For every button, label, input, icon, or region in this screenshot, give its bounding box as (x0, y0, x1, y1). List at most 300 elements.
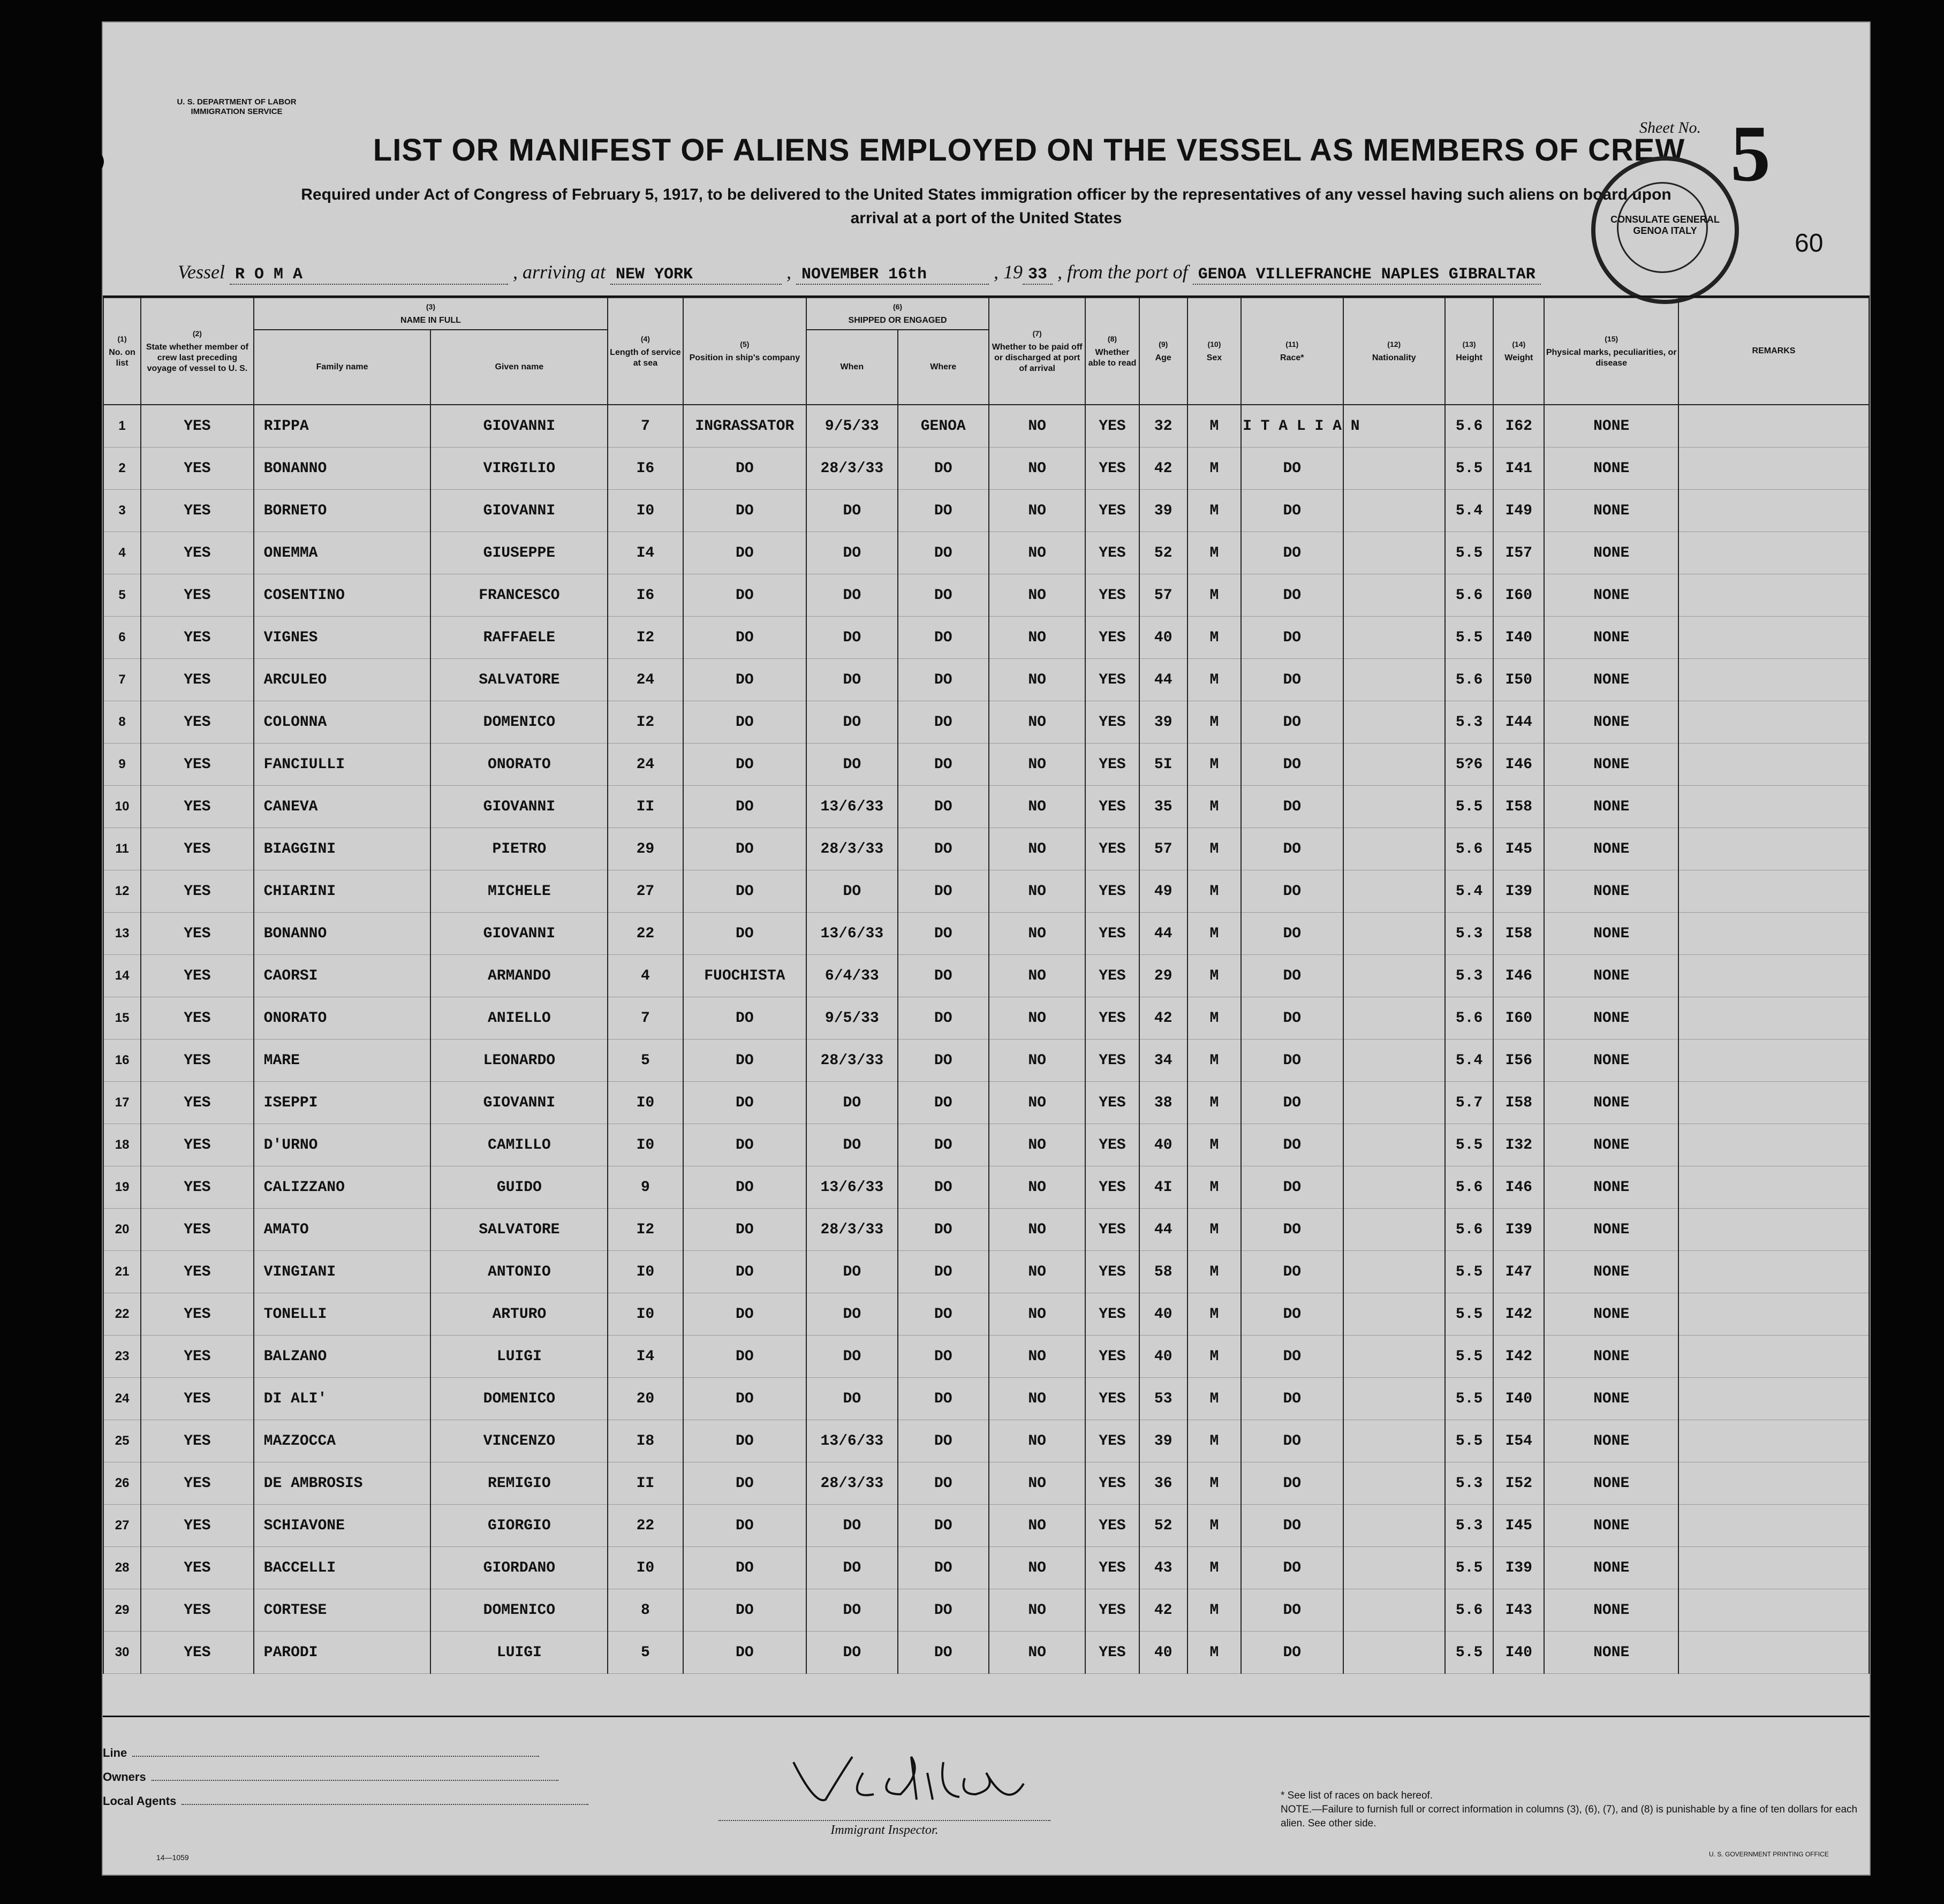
cell-no: 13 (103, 913, 141, 955)
cell-height: 5.3 (1445, 1505, 1493, 1547)
cell-nationality (1343, 1420, 1445, 1462)
cell-marks: NONE (1544, 1378, 1678, 1420)
cell-nationality (1343, 1082, 1445, 1124)
cell-nationality (1343, 1547, 1445, 1589)
cell-read: YES (1085, 1040, 1139, 1082)
cell-sex: M (1187, 447, 1241, 490)
cell-no: 21 (103, 1251, 141, 1293)
cell-given: GIORDANO (430, 1547, 608, 1589)
cell-voyage: YES (141, 1209, 254, 1251)
cell-race: DO (1241, 447, 1343, 490)
cell-position: DO (683, 1251, 807, 1293)
cell-no: 30 (103, 1632, 141, 1674)
cell-paidoff: NO (989, 1251, 1085, 1293)
binder-hole (64, 1606, 88, 1629)
cell-voyage: YES (141, 786, 254, 828)
footer-agents-field: Local Agents (103, 1794, 588, 1808)
cell-paidoff: NO (989, 1505, 1085, 1547)
cell-remarks (1678, 1547, 1869, 1589)
binder-hole (64, 1322, 88, 1346)
cell-race: DO (1241, 1293, 1343, 1336)
cell-family: ONORATO (254, 997, 431, 1040)
cell-family: MARE (254, 1040, 431, 1082)
cell-paidoff: NO (989, 1166, 1085, 1209)
cell-family: VINGIANI (254, 1251, 431, 1293)
cell-weight: I41 (1493, 447, 1544, 490)
table-row (103, 1251, 1869, 1293)
cell-age: 5I (1139, 744, 1187, 786)
cell-height: 5.6 (1445, 1166, 1493, 1209)
cell-marks: NONE (1544, 1209, 1678, 1251)
cell-sex: M (1187, 955, 1241, 997)
department-heading: U. S. DEPARTMENT OF LABOR IMMIGRATION SERVICE (177, 97, 297, 116)
cell-voyage: YES (141, 913, 254, 955)
cell-read: YES (1085, 1589, 1139, 1632)
cell-service: I2 (608, 701, 683, 744)
cell-family: DI ALI' (254, 1378, 431, 1420)
cell-service: I0 (608, 490, 683, 532)
col-3-header: (3) NAME IN FULL (254, 298, 608, 330)
cell-race: DO (1241, 1166, 1343, 1209)
cell-when: DO (806, 1293, 897, 1336)
cell-service: I0 (608, 1547, 683, 1589)
cell-no: 2 (103, 447, 141, 490)
cell-age: 34 (1139, 1040, 1187, 1082)
cell-age: 40 (1139, 617, 1187, 659)
cell-read: YES (1085, 1547, 1139, 1589)
cell-marks: NONE (1544, 1420, 1678, 1462)
cell-sex: M (1187, 532, 1241, 574)
table-row (103, 490, 1869, 532)
cell-where: DO (898, 913, 989, 955)
cell-paidoff: NO (989, 447, 1085, 490)
cell-given: SALVATORE (430, 659, 608, 701)
year-prefix: , 19 (994, 261, 1023, 283)
cell-read: YES (1085, 955, 1139, 997)
col-13-header: (13) Height (1445, 298, 1493, 405)
cell-when: DO (806, 1082, 897, 1124)
cell-nationality (1343, 1336, 1445, 1378)
cell-paidoff: NO (989, 997, 1085, 1040)
cell-weight: I52 (1493, 1462, 1544, 1505)
cell-sex: M (1187, 1462, 1241, 1505)
cell-nationality (1343, 744, 1445, 786)
cell-given: GIORGIO (430, 1505, 608, 1547)
cell-height: 5.3 (1445, 701, 1493, 744)
col-10-header: (10) Sex (1187, 298, 1241, 405)
cell-voyage: YES (141, 1462, 254, 1505)
table-row (103, 955, 1869, 997)
race-note: * See list of races on back hereof. (1281, 1790, 1433, 1801)
cell-weight: I60 (1493, 574, 1544, 617)
cell-nationality (1343, 997, 1445, 1040)
cell-no: 23 (103, 1336, 141, 1378)
cell-height: 5.3 (1445, 1462, 1493, 1505)
col-8-header: (8) Whether able to read (1085, 298, 1139, 405)
cell-marks: NONE (1544, 1547, 1678, 1589)
binder-hole (64, 1242, 88, 1265)
cell-race: DO (1241, 1632, 1343, 1674)
cell-height: 5.3 (1445, 913, 1493, 955)
cell-age: 52 (1139, 1505, 1187, 1547)
cell-marks: NONE (1544, 1124, 1678, 1166)
cell-marks: NONE (1544, 997, 1678, 1040)
cell-where: DO (898, 1632, 989, 1674)
cell-weight: I39 (1493, 870, 1544, 913)
cell-given: FRANCESCO (430, 574, 608, 617)
cell-age: 36 (1139, 1462, 1187, 1505)
inspector-signature (783, 1741, 1050, 1816)
cell-where: DO (898, 870, 989, 913)
cell-height: 5.6 (1445, 405, 1493, 447)
cell-paidoff: NO (989, 1378, 1085, 1420)
cell-where: DO (898, 828, 989, 870)
cell-read: YES (1085, 997, 1139, 1040)
cell-where: DO (898, 1082, 989, 1124)
cell-read: YES (1085, 532, 1139, 574)
vessel-label: Vessel (178, 261, 225, 283)
cell-weight: I58 (1493, 913, 1544, 955)
cell-family: COLONNA (254, 701, 431, 744)
cell-when: 9/5/33 (806, 405, 897, 447)
cell-sex: M (1187, 1632, 1241, 1674)
cell-voyage: YES (141, 1589, 254, 1632)
cell-paidoff: NO (989, 1124, 1085, 1166)
cell-given: VIRGILIO (430, 447, 608, 490)
cell-nationality (1343, 786, 1445, 828)
table-row (103, 828, 1869, 870)
cell-height: 5.5 (1445, 1632, 1493, 1674)
cell-sex: M (1187, 786, 1241, 828)
cell-service: 7 (608, 997, 683, 1040)
cell-race: DO (1241, 574, 1343, 617)
cell-family: CANEVA (254, 786, 431, 828)
cell-race: DO (1241, 1505, 1343, 1547)
cell-read: YES (1085, 1378, 1139, 1420)
cell-marks: NONE (1544, 1505, 1678, 1547)
cell-position: DO (683, 659, 807, 701)
cell-nationality (1343, 532, 1445, 574)
cell-no: 26 (103, 1462, 141, 1505)
consulate-seal (1591, 156, 1739, 304)
cell-voyage: YES (141, 997, 254, 1040)
cell-given: ONORATO (430, 744, 608, 786)
cell-sex: M (1187, 490, 1241, 532)
cell-position: DO (683, 1040, 807, 1082)
cell-read: YES (1085, 1336, 1139, 1378)
cell-read: YES (1085, 659, 1139, 701)
cell-no: 20 (103, 1209, 141, 1251)
cell-paidoff: NO (989, 1293, 1085, 1336)
cell-where: DO (898, 955, 989, 997)
cell-family: PARODI (254, 1632, 431, 1674)
cell-no: 6 (103, 617, 141, 659)
binder-hole (80, 150, 104, 173)
cell-family: RIPPA (254, 405, 431, 447)
cell-remarks (1678, 1336, 1869, 1378)
cell-nationality (1343, 955, 1445, 997)
cell-marks: NONE (1544, 1632, 1678, 1674)
cell-read: YES (1085, 828, 1139, 870)
cell-height: 5.5 (1445, 786, 1493, 828)
cell-age: 39 (1139, 701, 1187, 744)
cell-weight: I46 (1493, 744, 1544, 786)
cell-paidoff: NO (989, 1336, 1085, 1378)
cell-service: I6 (608, 574, 683, 617)
cell-given: GIOVANNI (430, 786, 608, 828)
cell-when: DO (806, 870, 897, 913)
cell-service: 5 (608, 1632, 683, 1674)
table-row (103, 617, 1869, 659)
cell-race: DO (1241, 617, 1343, 659)
cell-family: CALIZZANO (254, 1166, 431, 1209)
cell-nationality (1343, 701, 1445, 744)
cell-position: DO (683, 532, 807, 574)
cell-given: ARMANDO (430, 955, 608, 997)
binder-hole (54, 284, 77, 307)
cell-weight: I46 (1493, 1166, 1544, 1209)
cell-remarks (1678, 744, 1869, 786)
cell-read: YES (1085, 1166, 1139, 1209)
cell-position: FUOCHISTA (683, 955, 807, 997)
cell-given: GIOVANNI (430, 1082, 608, 1124)
cell-where: DO (898, 490, 989, 532)
arriving-port: NEW YORK (610, 266, 782, 285)
cell-nationality (1343, 490, 1445, 532)
cell-sex: M (1187, 1166, 1241, 1209)
cell-voyage: YES (141, 1547, 254, 1589)
cell-sex: M (1187, 1547, 1241, 1589)
cell-age: 40 (1139, 1336, 1187, 1378)
cell-age: 42 (1139, 447, 1187, 490)
cell-no: 12 (103, 870, 141, 913)
cell-sex: M (1187, 1209, 1241, 1251)
cell-read: YES (1085, 1505, 1139, 1547)
binder-hole (75, 230, 99, 254)
cell-position: DO (683, 1462, 807, 1505)
cell-voyage: YES (141, 405, 254, 447)
cell-sex: M (1187, 1040, 1241, 1082)
cell-race: DO (1241, 786, 1343, 828)
cell-nationality (1343, 617, 1445, 659)
cell-where: DO (898, 1336, 989, 1378)
cell-position: DO (683, 447, 807, 490)
cell-age: 57 (1139, 574, 1187, 617)
cell-sex: M (1187, 1082, 1241, 1124)
cell-marks: NONE (1544, 490, 1678, 532)
cell-race: DO (1241, 1336, 1343, 1378)
penalty-note: NOTE.—Failure to furnish full or correct information in columns (3), (6), (7), and (8) is punishable by a fine of ten dollars for each alien. See other side. (1281, 1804, 1858, 1829)
cell-when: DO (806, 1336, 897, 1378)
cell-age: 40 (1139, 1293, 1187, 1336)
cell-when: 13/6/33 (806, 786, 897, 828)
cell-read: YES (1085, 1420, 1139, 1462)
cell-family: TONELLI (254, 1293, 431, 1336)
cell-weight: I40 (1493, 617, 1544, 659)
cell-when: 28/3/33 (806, 447, 897, 490)
table-row (103, 1293, 1869, 1336)
cell-height: 5.5 (1445, 617, 1493, 659)
cell-no: 18 (103, 1124, 141, 1166)
cell-given: DOMENICO (430, 1589, 608, 1632)
cell-voyage: YES (141, 617, 254, 659)
cell-voyage: YES (141, 1378, 254, 1420)
cell-voyage: YES (141, 1336, 254, 1378)
cell-read: YES (1085, 447, 1139, 490)
cell-position: DO (683, 1082, 807, 1124)
cell-marks: NONE (1544, 617, 1678, 659)
cell-height: 5.5 (1445, 447, 1493, 490)
cell-sex: M (1187, 1505, 1241, 1547)
cell-service: I4 (608, 532, 683, 574)
cell-race: DO (1241, 997, 1343, 1040)
col-2-header: (2) State whether member of crew last preceding voyage of vessel to U. S. (141, 298, 254, 405)
cell-height: 5.5 (1445, 1336, 1493, 1378)
cell-paidoff: NO (989, 1462, 1085, 1505)
cell-read: YES (1085, 1293, 1139, 1336)
cell-when: 13/6/33 (806, 913, 897, 955)
table-row (103, 701, 1869, 744)
cell-nationality (1343, 1166, 1445, 1209)
col-7-header: (7) Whether to be paid off or discharged at port of arrival (989, 298, 1085, 405)
cell-when: 9/5/33 (806, 997, 897, 1040)
cell-family: BIAGGINI (254, 828, 431, 870)
page-title: LIST OR MANIFEST OF ALIENS EMPLOYED ON THE VESSEL AS MEMBERS OF CREW (373, 133, 1685, 168)
cell-remarks (1678, 1589, 1869, 1632)
cell-family: SCHIAVONE (254, 1505, 431, 1547)
cell-when: 28/3/33 (806, 1209, 897, 1251)
cell-paidoff: NO (989, 1420, 1085, 1462)
cell-service: 20 (608, 1378, 683, 1420)
cell-paidoff: NO (989, 1082, 1085, 1124)
cell-height: 5.5 (1445, 532, 1493, 574)
cell-race: DO (1241, 1082, 1343, 1124)
cell-family: AMATO (254, 1209, 431, 1251)
cell-family: CAORSI (254, 955, 431, 997)
cell-family: ARCULEO (254, 659, 431, 701)
cell-where: DO (898, 659, 989, 701)
cell-where: DO (898, 997, 989, 1040)
cell-marks: NONE (1544, 447, 1678, 490)
cell-height: 5.5 (1445, 1293, 1493, 1336)
cell-voyage: YES (141, 1251, 254, 1293)
cell-race: DO (1241, 659, 1343, 701)
cell-where: DO (898, 574, 989, 617)
cell-age: 57 (1139, 828, 1187, 870)
cell-service: I4 (608, 1336, 683, 1378)
cell-when: DO (806, 1378, 897, 1420)
cell-read: YES (1085, 1462, 1139, 1505)
cell-race: DO (1241, 1378, 1343, 1420)
cell-voyage: YES (141, 701, 254, 744)
cell-no: 19 (103, 1166, 141, 1209)
cell-weight: I44 (1493, 701, 1544, 744)
cell-given: GIOVANNI (430, 405, 608, 447)
cell-age: 39 (1139, 1420, 1187, 1462)
cell-age: 44 (1139, 913, 1187, 955)
cell-position: DO (683, 997, 807, 1040)
cell-height: 5.3 (1445, 955, 1493, 997)
cell-when: 13/6/33 (806, 1166, 897, 1209)
table-row (103, 447, 1869, 490)
cell-weight: I49 (1493, 490, 1544, 532)
cell-when: DO (806, 1124, 897, 1166)
binder-hole (71, 97, 94, 121)
cell-weight: I54 (1493, 1420, 1544, 1462)
cell-when: 28/3/33 (806, 1040, 897, 1082)
table-row (103, 532, 1869, 574)
cell-age: 4I (1139, 1166, 1187, 1209)
cell-voyage: YES (141, 659, 254, 701)
cell-weight: I57 (1493, 532, 1544, 574)
cell-nationality (1343, 574, 1445, 617)
cell-position: DO (683, 1505, 807, 1547)
cell-voyage: YES (141, 447, 254, 490)
cell-height: 5.6 (1445, 1589, 1493, 1632)
cell-nationality (1343, 659, 1445, 701)
cell-weight: I60 (1493, 997, 1544, 1040)
cell-service: 24 (608, 659, 683, 701)
cell-paidoff: NO (989, 1632, 1085, 1674)
cell-weight: I62 (1493, 405, 1544, 447)
cell-service: 4 (608, 955, 683, 997)
cell-voyage: YES (141, 574, 254, 617)
cell-paidoff: NO (989, 617, 1085, 659)
crew-table (103, 297, 1870, 1674)
cell-remarks (1678, 574, 1869, 617)
cell-sex: M (1187, 617, 1241, 659)
cell-position: DO (683, 1378, 807, 1420)
cell-height: 5.5 (1445, 1420, 1493, 1462)
cell-race: DO (1241, 490, 1343, 532)
cell-weight: I45 (1493, 828, 1544, 870)
cell-where: GENOA (898, 405, 989, 447)
cell-race: DO (1241, 955, 1343, 997)
cell-no: 8 (103, 701, 141, 744)
cell-service: I0 (608, 1124, 683, 1166)
cell-service: I2 (608, 617, 683, 659)
vessel-line: Vessel R O M A , arriving at NEW YORK , NOVEMBER 16th , 19 33 , from the port of GENOA VILLEFRANCHE NAPLES GIBRALTAR (178, 261, 1541, 285)
cell-family: COSENTINO (254, 574, 431, 617)
table-row (103, 913, 1869, 955)
cell-height: 5.6 (1445, 828, 1493, 870)
cell-height: 5.6 (1445, 1209, 1493, 1251)
cell-voyage: YES (141, 1632, 254, 1674)
cell-voyage: YES (141, 1505, 254, 1547)
cell-race: DO (1241, 828, 1343, 870)
footer-owners-field: Owners (103, 1770, 558, 1784)
cell-paidoff: NO (989, 574, 1085, 617)
cell-nationality (1343, 1293, 1445, 1336)
cell-sex: M (1187, 828, 1241, 870)
table-row (103, 1209, 1869, 1251)
table-row (103, 1505, 1869, 1547)
cell-remarks (1678, 997, 1869, 1040)
cell-sex: M (1187, 1589, 1241, 1632)
cell-position: DO (683, 1293, 807, 1336)
cell-where: DO (898, 701, 989, 744)
cell-weight: I42 (1493, 1293, 1544, 1336)
from-label: , from the port of (1057, 261, 1188, 283)
col-9-header: (9) Age (1139, 298, 1187, 405)
table-row (103, 1124, 1869, 1166)
cell-age: 43 (1139, 1547, 1187, 1589)
subtitle-text: Required under Act of Congress of February 5, 1917, to be delivered to the United States immigration officer by the representatives of any vessel having such aliens on board upon arrival at a port of the United States (301, 186, 1671, 227)
cell-service: I2 (608, 1209, 683, 1251)
cell-race: DO (1241, 870, 1343, 913)
cell-nationality (1343, 447, 1445, 490)
cell-given: MICHELE (430, 870, 608, 913)
